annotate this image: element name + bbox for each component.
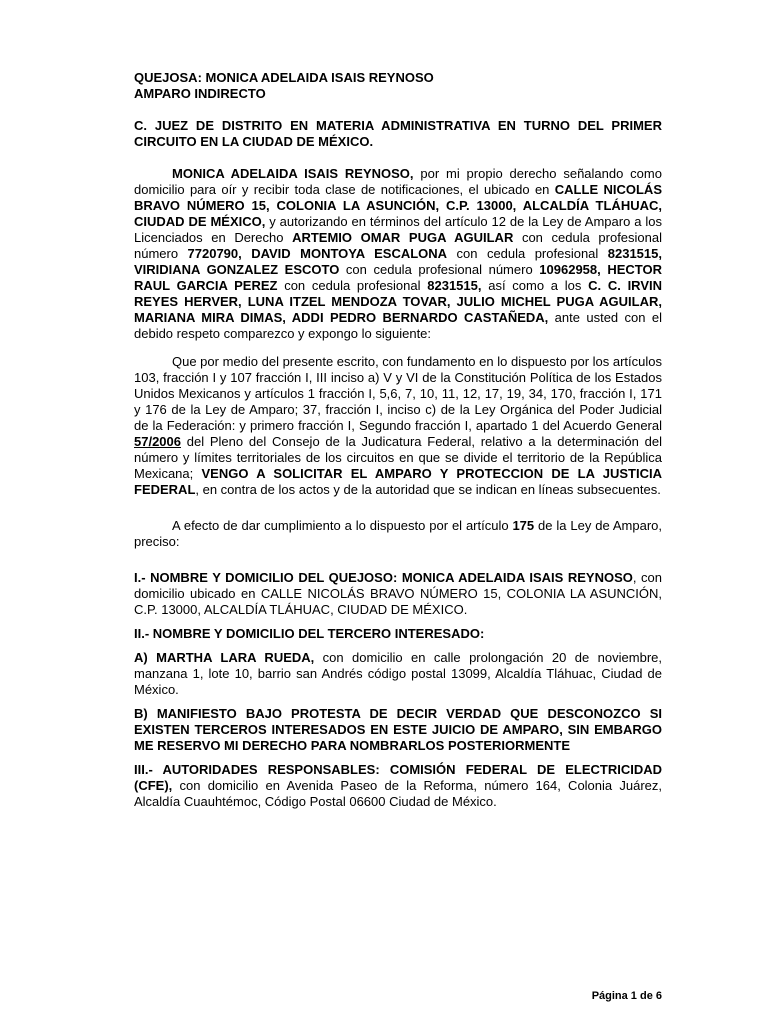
document-body bbox=[134, 70, 662, 810]
cedula-2: 8231515, VIRIDIANA GONZALEZ ESCOTO bbox=[134, 246, 662, 277]
cumplimiento-paragraph: A efecto de dar cumplimiento a lo dispuesto por el artículo 175 de la Ley de Amparo, preciso: bbox=[134, 518, 662, 549]
fundamento-paragraph: Que por medio del presente escrito, con fundamento en lo dispuesto por los artículos 103, fracción I y 107 fracción I, III inciso a) V y VI de la Constitución Política de los Estados Unidos Mexicanos y artículos 1 fracción I, 5,6, 7, 10, 11, 12, 17, 19, 34, 170, fracción I, 171 y 176 de la Ley de Amparo; 37, fracción I, inciso c) de la Ley Orgánica del Poder Judicial de la Federación: y primero fracción I, Segundo fracción I, apartado 1 del Acuerdo General 57/2006 del Pleno del Consejo de la Judicatura Federal, relativo a la determinación del número y límites territoriales de los circuitos en que se divide el territorio de la República Mexicana; VENGO A SOLICITAR EL AMPARO Y PROTECCION DE LA JUSTICIA FEDERAL, en contra de los actos y de la autoridad que se indican en líneas subsecuentes. bbox=[134, 354, 662, 497]
cedula-1: 7720790, DAVID MONTOYA ESCALONA bbox=[187, 246, 448, 261]
articulo-175: 175 bbox=[512, 518, 535, 533]
quejosa-address: CALLE NICOLÁS BRAVO NÚMERO 15, COLONIA LA ASUNCIÓN, C.P. 13000, ALCALDÍA TLÁHUAC, CIUDAD DE MÉXICO, bbox=[134, 182, 662, 229]
solicitud-amparo: VENGO A SOLICITAR EL AMPARO Y PROTECCION DE LA JUSTICIA FEDERAL bbox=[134, 466, 662, 497]
tercero-b: B) MANIFIESTO BAJO PROTESTA DE DECIR VERDAD QUE DESCONOZCO SI EXISTEN TERCEROS INTERESADOS EN ESTE JUICIO DE AMPARO, SIN EMBARGO ME RESERVO MI DERECHO PARA NOMBRARLOS POSTERIORMENTE bbox=[134, 706, 662, 753]
quejosa-name: MONICA ADELAIDA ISAIS REYNOSO, bbox=[172, 166, 414, 181]
seccion-tercero-heading: II.- NOMBRE Y DOMICILIO DEL TERCERO INTERESADO: bbox=[134, 626, 485, 641]
seccion-autoridades: III.- AUTORIDADES RESPONSABLES: COMISIÓN FEDERAL DE ELECTRICIDAD (CFE), con domicilio en Avenida Paseo de la Reforma, número 164, Colonia Juárez, Alcaldía Cuauhtémoc, Código Postal 06600 Ciudad de México. bbox=[134, 762, 662, 809]
seccion-autoridades-heading: III.- AUTORIDADES RESPONSABLES: COMISIÓN FEDERAL DE ELECTRICIDAD (CFE), bbox=[134, 762, 662, 793]
amparo-type: AMPARO INDIRECTO bbox=[134, 86, 266, 101]
seccion-quejoso-heading: I.- NOMBRE Y DOMICILIO DEL QUEJOSO: MONICA ADELAIDA ISAIS REYNOSO bbox=[134, 570, 633, 585]
licenciado-1: ARTEMIO OMAR PUGA AGUILAR bbox=[292, 230, 514, 245]
page-number: Página 1 de 6 bbox=[591, 990, 662, 1002]
tercero-a: A) MARTHA LARA RUEDA, con domicilio en calle prolongación 20 de noviembre, manzana 1, lote 10, barrio san Andrés código postal 13099, Alcaldía Tláhuac, Ciudad de México. bbox=[134, 650, 662, 697]
acuerdo-number: 57/2006 bbox=[134, 434, 181, 449]
intro-paragraph: MONICA ADELAIDA ISAIS REYNOSO, por mi propio derecho señalando como domicilio para oír y recibir toda clase de notificaciones, el ubicado en CALLE NICOLÁS BRAVO NÚMERO 15, COLONIA LA ASUNCIÓN, C.P. 13000, ALCALDÍA TLÁHUAC, CIUDAD DE MÉXICO, y autorizando en términos del artículo 12 de la Ley de Amparo a los Licenciados en Derecho ARTEMIO OMAR PUGA AGUILAR con cedula profesional número 7720790, DAVID MONTOYA ESCALONA con cedula profesional 8231515, VIRIDIANA GONZALEZ ESCOTO con cedula profesional número 10962958, HECTOR RAUL GARCIA PEREZ con cedula profesional 8231515, así como a los C. C. IRVIN REYES HERVER, LUNA ITZEL MENDOZA TOVAR, JULIO MICHEL PUGA AGUILAR, MARIANA MIRA DIMAS, ADDI PEDRO BERNARDO CASTAÑEDA, ante usted con el debido respeto comparezco y expongo lo siguiente: bbox=[134, 166, 663, 341]
cedula-4: 8231515, bbox=[427, 278, 482, 293]
cedula-3: 10962958, HECTOR RAUL GARCIA PEREZ bbox=[134, 262, 663, 293]
quejosa-header: QUEJOSA: MONICA ADELAIDA ISAIS REYNOSO bbox=[134, 70, 434, 85]
court-addressee: C. JUEZ DE DISTRITO EN MATERIA ADMINISTRATIVA EN TURNO DEL PRIMER CIRCUITO EN LA CIUDAD DE MÉXICO. bbox=[134, 118, 662, 149]
seccion-quejoso: I.- NOMBRE Y DOMICILIO DEL QUEJOSO: MONICA ADELAIDA ISAIS REYNOSO, con domicilio ubicado en CALLE NICOLÁS BRAVO NÚMERO 15, COLONIA LA ASUNCIÓN, C.P. 13000, ALCALDÍA TLÁHUAC, CIUDAD DE MÉXICO. bbox=[134, 570, 662, 617]
tercero-a-name: A) MARTHA LARA RUEDA, bbox=[134, 650, 315, 665]
autorizados-cc: C. C. IRVIN REYES HERVER, LUNA ITZEL MENDOZA TOVAR, JULIO MICHEL PUGA AGUILAR, MARIANA MIRA DIMAS, ADDI PEDRO BERNARDO CASTAÑEDA, bbox=[134, 278, 662, 325]
